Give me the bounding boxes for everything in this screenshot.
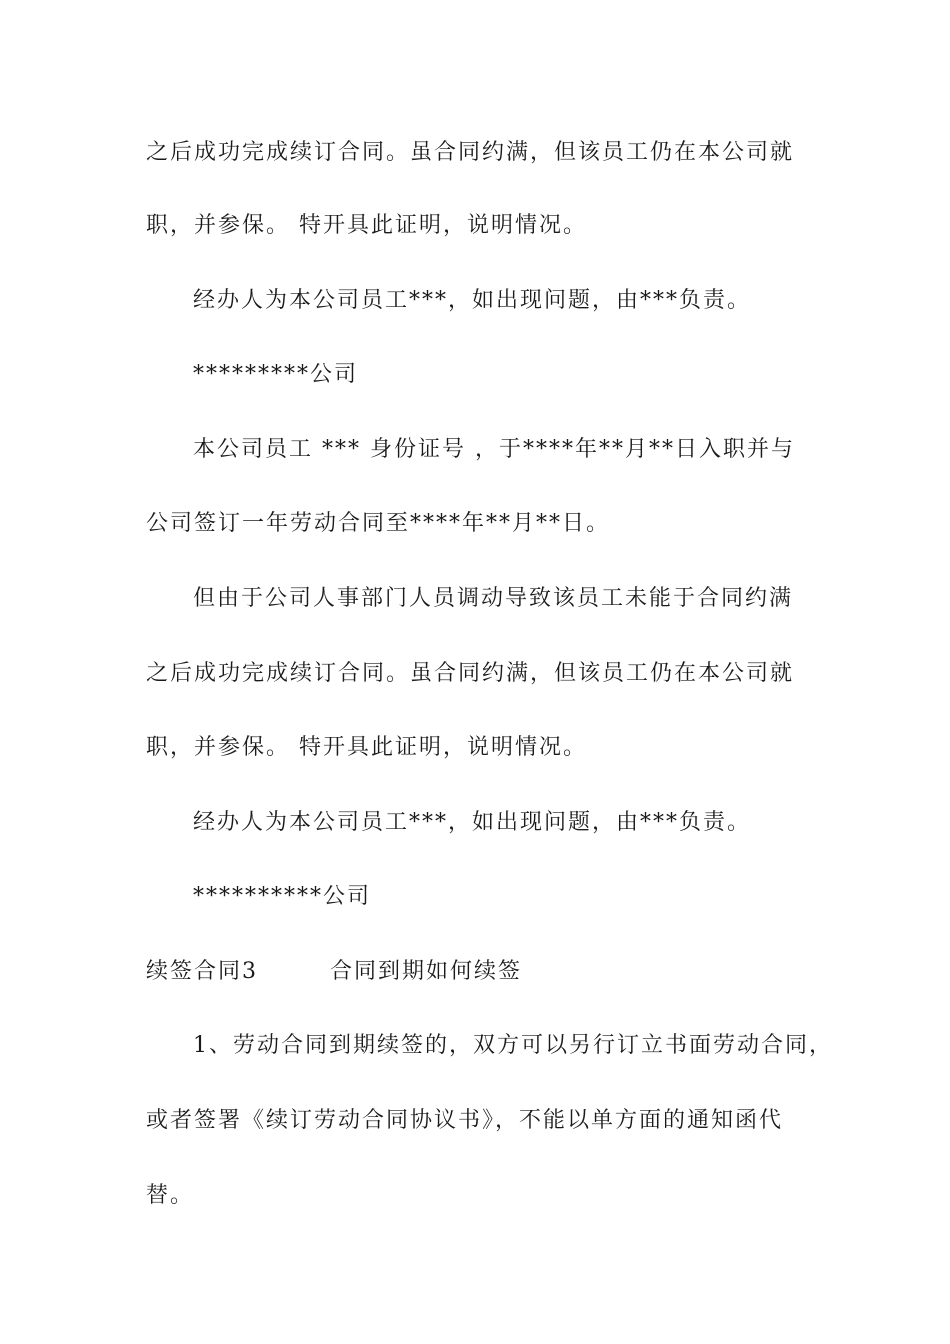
text-line: 经办人为本公司员工***，如出现问题，由***负责。 (193, 810, 752, 835)
text-line: 1、劳动合同到期续签的，双方可以另行订立书面劳动合同， (193, 1033, 833, 1058)
section-heading: 续签合同3 合同到期如何续签 (146, 959, 522, 984)
text-line: 公司签订一年劳动合同至****年**月**日。 (146, 511, 611, 536)
text-line: 之后成功完成续订合同。虽合同约满，但该员工仍在本公司就 (146, 661, 795, 686)
text-line: 之后成功完成续订合同。虽合同约满，但该员工仍在本公司就 (146, 140, 795, 165)
signature-company: **********公司 (193, 884, 372, 909)
signature-company: *********公司 (193, 362, 359, 387)
text-line: 经办人为本公司员工***，如出现问题，由***负责。 (193, 288, 752, 313)
text-line: 职，并参保。 特开具此证明，说明情况。 (146, 213, 587, 238)
text-line: 本公司员工 *** 身份证号 ，于****年**月**日入职并与 (193, 437, 795, 462)
text-line: 职，并参保。 特开具此证明，说明情况。 (146, 735, 587, 760)
text-line: 替。 (146, 1183, 195, 1208)
text-line: 但由于公司人事部门人员调动导致该员工未能于合同约满 (193, 586, 794, 611)
text-line: 或者签署《续订劳动合同协议书》，不能以单方面的通知函代 (146, 1108, 784, 1133)
